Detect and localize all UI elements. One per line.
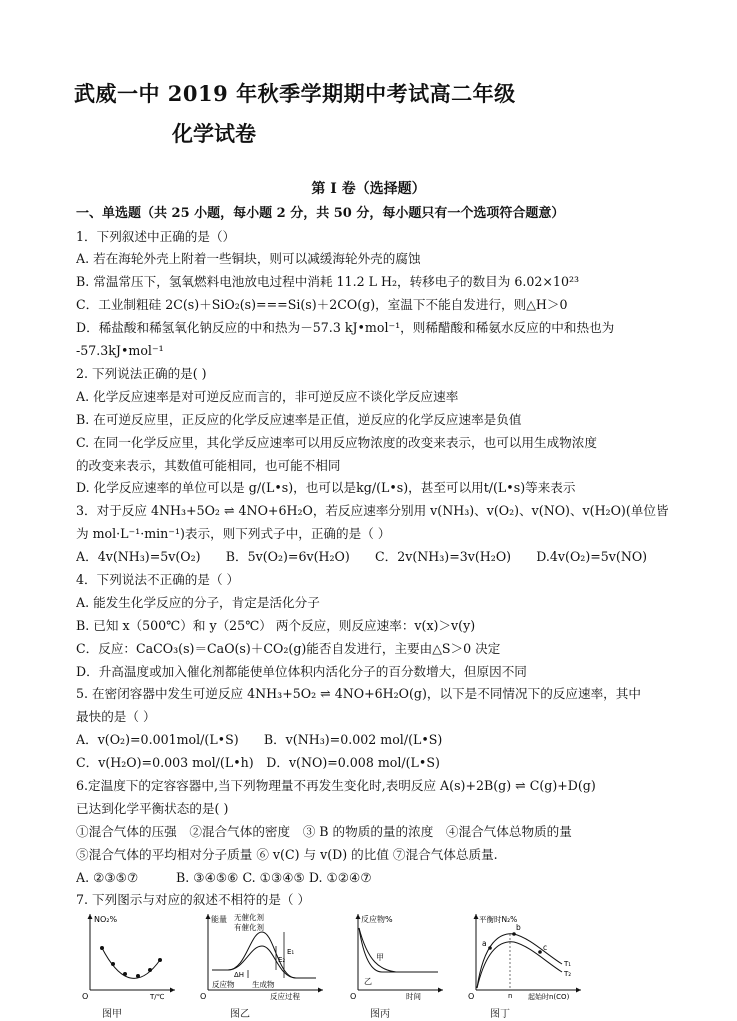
data-point bbox=[136, 974, 140, 978]
text-line: C．工业制粗硅 2C(s)＋SiO₂(s)===Si(s)＋2CO(g)，室温下不能自发进行，则△H＞0 bbox=[76, 297, 568, 313]
text-line: 4．下列说法不正确的是（ ） bbox=[76, 571, 240, 587]
text-line: 1．下列叙述中正确的是（） bbox=[76, 228, 236, 244]
e2-label: E₂ bbox=[278, 956, 286, 964]
point-b bbox=[512, 932, 516, 936]
text-line: A．4v(NH₃)=5v(O₂) B．5v(O₂)=6v(H₂O) C．2v(NH₃)=3v(H₂O) D.4v(O₂)=5v(NO) bbox=[76, 549, 648, 565]
curve-t1 bbox=[477, 934, 562, 988]
text-line: A. 若在海轮外壳上附着一些铜块，则可以减缓海轮外壳的腐蚀 bbox=[76, 251, 421, 267]
figures-row bbox=[80, 910, 640, 1021]
t2-label: T₂ bbox=[564, 970, 572, 978]
series-jia-label: 甲 bbox=[376, 953, 384, 962]
question-body bbox=[76, 202, 672, 912]
data-point bbox=[100, 946, 104, 950]
figure-jia bbox=[80, 910, 180, 1000]
text-line: ①混合气体的压强 ②混合气体的密度 ③ B 的物质的量的浓度 ④混合气体总物质的量 bbox=[76, 823, 572, 839]
x-axis-label: 时间 bbox=[406, 992, 421, 1000]
text-line: A．v(O₂)=0.001mol/(L•S) B．v(NH₃)=0.002 mol/(L•S) bbox=[76, 732, 443, 748]
caption-bing: 图丙 bbox=[370, 1009, 390, 1020]
subject-title: 化学试卷 bbox=[172, 121, 256, 146]
y-axis-label: 能量 bbox=[211, 915, 227, 924]
text-line: 的改变来表示，其数值可能相同，也可能不相同 bbox=[76, 457, 341, 473]
curve-yi bbox=[359, 928, 438, 972]
text-line: A. 能发生化学反应的分子，肯定是活化分子 bbox=[76, 594, 320, 610]
reactant-label: 反应物 bbox=[212, 980, 235, 989]
text-line: C. 在同一化学反应里，其化学反应速率可以用反应物浓度的改变来表示，也可以用生成物浓度 bbox=[76, 434, 597, 450]
point-c-label: c bbox=[543, 943, 548, 952]
text-line: A. ②③⑤⑦ B. ③④⑤⑥ C. ①③④⑤ D. ①②④⑦ bbox=[76, 869, 372, 885]
text-line: 最快的是（ ） bbox=[76, 709, 156, 725]
text-line: 2. 下列说法正确的是( ) bbox=[76, 365, 207, 381]
data-point bbox=[123, 972, 127, 976]
origin-label: O bbox=[200, 992, 207, 1000]
text-line: C．v(H₂O)=0.003 mol/(L•h) D．v(NO)=0.008 mol/(L•S) bbox=[76, 755, 440, 771]
y-axis-label: 平衡时N₂% bbox=[479, 915, 518, 924]
e1-label: E₁ bbox=[287, 948, 295, 956]
dh-label: ΔH bbox=[234, 971, 245, 979]
text-line: 7. 下列图示与对应的叙述不相符的是（ ） bbox=[76, 892, 311, 908]
uncatalyzed-label: 无催化剂 bbox=[234, 913, 264, 922]
point-a bbox=[488, 946, 492, 950]
y-axis-label: 反应物% bbox=[361, 915, 393, 924]
catalyzed-label: 有催化剂 bbox=[234, 923, 264, 932]
product-label: 生成物 bbox=[252, 980, 275, 989]
y-axis-label: NO₂% bbox=[94, 915, 118, 924]
part-title: 第 I 卷（选择题） bbox=[311, 181, 426, 197]
curve-uncatalyzed bbox=[212, 932, 316, 978]
text-line: 已达到化学平衡状态的是( ) bbox=[76, 800, 229, 816]
figure-bing bbox=[348, 910, 448, 1000]
text-line: D．稀盐酸和稀氢氧化钠反应的中和热为－57.3 kJ•mol⁻¹，则稀醋酸和稀氨水反应的中和热也为 bbox=[76, 320, 615, 336]
text-line: 为 mol·L⁻¹·min⁻¹)表示，则下列式子中，正确的是（ ） bbox=[76, 526, 391, 542]
data-point bbox=[148, 968, 152, 972]
text-line: C．反应：CaCO₃(s)＝CaO(s)＋CO₂(g)能否自发进行，主要由△S＞0 决定 bbox=[76, 640, 501, 656]
origin-label: O bbox=[350, 992, 357, 1000]
figure-ding bbox=[466, 910, 586, 1000]
exam-title: 武威一中 2019 年秋季学期期中考试高二年级 bbox=[74, 81, 516, 106]
t1-label: T₁ bbox=[564, 960, 572, 968]
text-line: D. 化学反应速率的单位可以是 g/(L•s)，也可以是kg/(L•s)，甚至可以用t/(L•s)等来表示 bbox=[76, 480, 576, 496]
caption-ding: 图丁 bbox=[490, 1009, 510, 1020]
point-b-label: b bbox=[516, 923, 521, 932]
curve bbox=[102, 948, 160, 978]
axis-arrows bbox=[474, 914, 582, 993]
axis-arrows bbox=[88, 914, 176, 993]
text-line: ⑤混合气体的平均相对分子质量 ⑥ v(C) 与 v(D) 的比值 ⑦混合气体总质量. bbox=[76, 846, 498, 862]
series-yi-label: 乙 bbox=[364, 977, 372, 986]
tick-n-label: n bbox=[508, 992, 513, 1000]
text-line: B. 在可逆反应里，正反应的化学反应速率是正值，逆反应的化学反应速率是负值 bbox=[76, 411, 522, 427]
text-line: B. 常温常压下，氢氧燃料电池放电过程中消耗 11.2 L H₂，转移电子的数目为 6.02×10²³ bbox=[76, 274, 580, 290]
figure-yi bbox=[198, 910, 328, 1000]
text-line: A. 化学反应速率是对可逆反应而言的，非可逆反应不谈化学反应速率 bbox=[76, 388, 459, 404]
origin-label: O bbox=[468, 992, 475, 1000]
data-point bbox=[158, 958, 162, 962]
point-c bbox=[538, 950, 542, 954]
text-line: B. 已知 x（500℃）和 y（25℃） 两个反应，则反应速率：v(x)＞v(y) bbox=[76, 617, 476, 633]
caption-yi: 图乙 bbox=[230, 1009, 250, 1020]
point-a-label: a bbox=[482, 939, 487, 948]
origin-label: O bbox=[82, 992, 89, 1000]
x-axis-label: T/℃ bbox=[150, 993, 165, 1000]
text-line: D．升高温度或加入催化剂都能使单位体积内活化分子的百分数增大，但原因不同 bbox=[76, 663, 527, 679]
text-line: -57.3kJ•mol⁻¹ bbox=[76, 343, 164, 359]
x-axis-label: 起始时n(CO) bbox=[528, 993, 570, 1000]
x-axis-label: 反应过程 bbox=[270, 992, 300, 1000]
section-heading: 一、单选题（共 25 小题，每小题 2 分，共 50 分，每小题只有一个选项符合题意） bbox=[76, 206, 565, 221]
data-point bbox=[111, 962, 115, 966]
text-line: 5. 在密闭容器中发生可逆反应 4NH₃+5O₂ ⇌ 4NO+6H₂O(g)，以下是不同情况下的反应速率，其中 bbox=[76, 686, 641, 702]
text-line: 3．对于反应 4NH₃+5O₂ ⇌ 4NO+6H₂O，若反应速率分别用 v(NH₃)、v(O₂)、v(NO)、v(H₂O)(单位皆 bbox=[76, 503, 669, 519]
caption-jia: 图甲 bbox=[102, 1009, 122, 1020]
text-line: 6.定温度下的定容容器中,当下列物理量不再发生变化时,表明反应 A(s)+2B(g) ⇌ C(g)+D(g) bbox=[76, 777, 596, 793]
